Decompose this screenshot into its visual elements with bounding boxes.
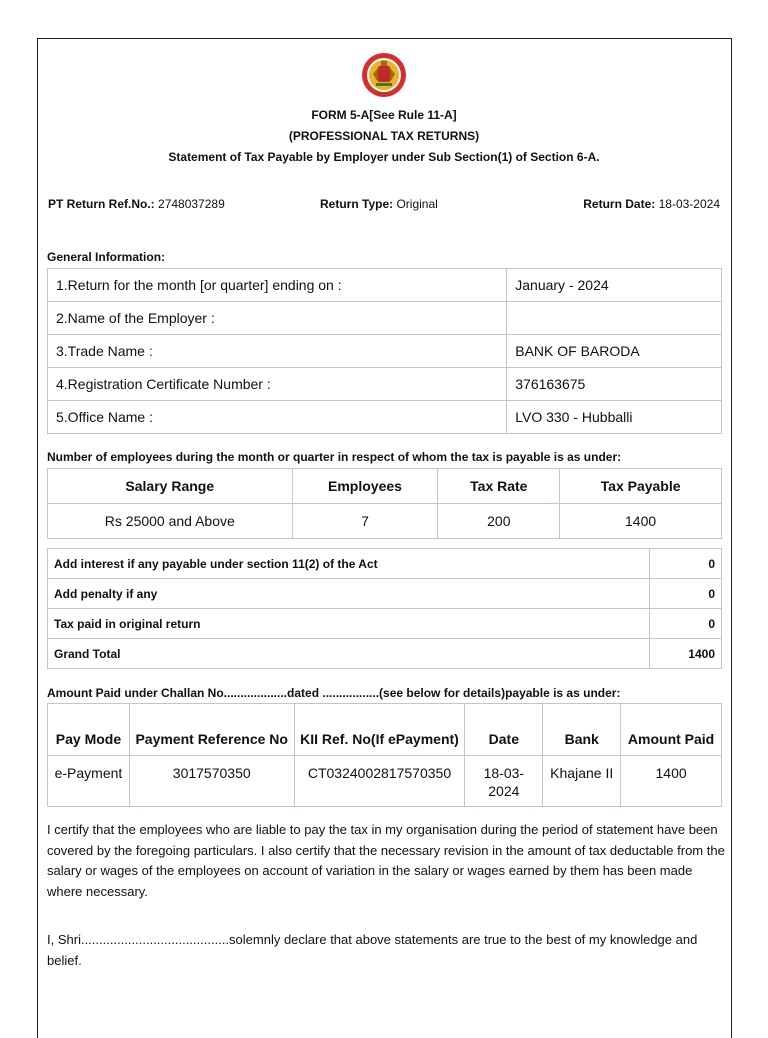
table-row xyxy=(48,756,722,807)
general-label-cell: 1.Return for the month [or quarter] ending on : xyxy=(48,269,507,302)
general-info-title: General Information: xyxy=(47,250,166,264)
column-header: Amount Paid xyxy=(621,704,722,756)
payment-reference-cell: 3017570350 xyxy=(129,756,294,807)
karnataka-emblem-icon xyxy=(361,52,407,98)
general-label-cell: 5.Office Name : xyxy=(48,401,507,434)
form-subtitle: (PROFESSIONAL TAX RETURNS) xyxy=(288,129,480,143)
payment-date-cell: 18-03-2024 xyxy=(465,756,543,807)
grand-total-value: 1400 xyxy=(650,639,722,669)
pt-return-ref-label: PT Return Ref.No.: xyxy=(48,197,155,211)
return-date-label: Return Date: xyxy=(583,197,656,211)
tax-payable-cell: 1400 xyxy=(560,504,722,539)
employees-section-title: Number of employees during the month or quarter in respect of whom the tax is payable is as under: xyxy=(47,450,622,464)
column-header: Pay Mode xyxy=(48,704,130,756)
kii-ref-cell: CT0324002817570350 xyxy=(294,756,465,807)
certification-text: I certify that the employees who are liable to pay the tax in my organisation during the period of statement have been covered by the foregoing particulars. I also certify that the necessary revision in the amount of tax deductable from the salary or wages of the employees on account of variation in the salary or wages earned by them has been made where necessary. xyxy=(47,822,725,899)
form-description: Statement of Tax Payable by Employer under Sub Section(1) of Section 6-A. xyxy=(168,150,600,164)
table-row xyxy=(48,579,722,609)
column-header: Salary Range xyxy=(48,469,293,504)
pt-return-ref-value: 2748037289 xyxy=(158,197,225,211)
general-value-cell: 376163675 xyxy=(507,368,722,401)
pt-return-ref xyxy=(48,197,225,211)
totals-value-cell: 0 xyxy=(650,609,722,639)
payment-table xyxy=(47,703,722,807)
general-value-cell: January - 2024 xyxy=(507,269,722,302)
column-header: Tax Payable xyxy=(560,469,722,504)
table-header-row xyxy=(48,704,722,756)
payment-section-title: Amount Paid under Challan No...................dated .................(see below for details)payable is as under: xyxy=(47,686,621,700)
table-row xyxy=(48,549,722,579)
table-row xyxy=(48,335,722,368)
table-header-row xyxy=(48,469,722,504)
general-info-table xyxy=(47,268,722,434)
general-label-cell: 3.Trade Name : xyxy=(48,335,507,368)
declaration-text: I, Shri.........................................solemnly declare that above statements are true to the best of my knowledge and belief. xyxy=(47,932,698,968)
form-title: FORM 5-A[See Rule 11-A] xyxy=(311,108,457,122)
column-header: Tax Rate xyxy=(438,469,560,504)
column-header: Payment Reference No xyxy=(129,704,294,756)
totals-value-cell: 0 xyxy=(650,579,722,609)
totals-value-cell: 0 xyxy=(650,549,722,579)
amount-paid-cell: 1400 xyxy=(621,756,722,807)
totals-label-cell: Add interest if any payable under section 11(2) of the Act xyxy=(48,549,650,579)
pay-mode-cell: e-Payment xyxy=(48,756,130,807)
return-type xyxy=(320,197,438,211)
table-row xyxy=(48,269,722,302)
table-row xyxy=(48,368,722,401)
totals-table xyxy=(47,548,722,669)
table-row xyxy=(48,639,722,669)
table-row xyxy=(48,504,722,539)
totals-label-cell: Add penalty if any xyxy=(48,579,650,609)
employees-table xyxy=(47,468,722,539)
table-row xyxy=(48,302,722,335)
grand-total-label: Grand Total xyxy=(48,639,650,669)
employees-count-cell: 7 xyxy=(292,504,438,539)
totals-label-cell: Tax paid in original return xyxy=(48,609,650,639)
bank-cell: Khajane II xyxy=(543,756,621,807)
tax-rate-cell: 200 xyxy=(438,504,560,539)
general-value-cell: BANK OF BARODA xyxy=(507,335,722,368)
general-label-cell: 4.Registration Certificate Number : xyxy=(48,368,507,401)
general-value-cell xyxy=(507,302,722,335)
column-header: KII Ref. No(If ePayment) xyxy=(294,704,465,756)
column-header: Bank xyxy=(543,704,621,756)
return-type-label: Return Type: xyxy=(320,197,394,211)
column-header: Employees xyxy=(292,469,438,504)
general-value-cell: LVO 330 - Hubballi xyxy=(507,401,722,434)
general-label-cell: 2.Name of the Employer : xyxy=(48,302,507,335)
return-date xyxy=(583,197,720,211)
salary-range-cell: Rs 25000 and Above xyxy=(48,504,293,539)
return-type-value: Original xyxy=(396,197,438,211)
return-date-value: 18-03-2024 xyxy=(658,197,720,211)
column-header: Date xyxy=(465,704,543,756)
table-row xyxy=(48,609,722,639)
table-row xyxy=(48,401,722,434)
